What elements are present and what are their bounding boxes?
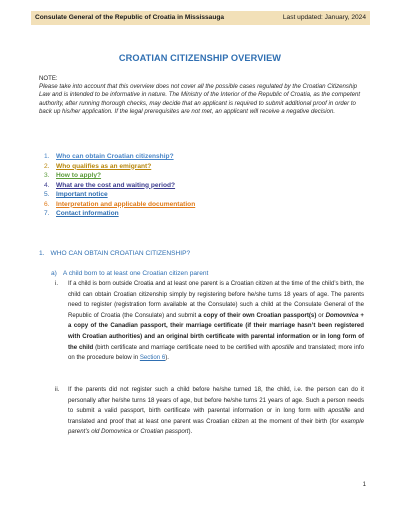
note-label: NOTE:: [39, 75, 58, 82]
note-block: [39, 75, 365, 116]
toc-item[interactable]: 7. Contact information: [44, 210, 119, 217]
toc-link[interactable]: How to apply?: [56, 172, 102, 179]
roman-numeral: i.: [55, 280, 59, 287]
note-body: Please take into account that this overview does not cover all the possible cases regulated by the Croatian Citizenship Law and is intended to be informative in nature. The Ministry of the Interior of the Republic of Croatia, as the competent authority, after running thorough checks, may decide that an applicant is required to submit additional proof in order to back up his/her application. If the legal prerequisites are not met, an applicant will receive a negative decision.: [39, 83, 361, 115]
toc-item[interactable]: 4. What are the cost and waiting period?: [44, 181, 176, 189]
subsection-title: A child born to at least one Croatian citizen parent: [62, 270, 209, 277]
section-number: 1.: [39, 250, 45, 257]
page-header: [31, 11, 370, 25]
toc-link[interactable]: Interpretation and applicable documentation: [56, 200, 196, 208]
toc-link[interactable]: Who qualifies as an emigrant?: [56, 162, 152, 170]
paragraph-text: If a child is born outside Croatia and at least one parent is a Croatian citizen at the time of the child’s birth, the child can obtain Croatian citizenship simply by registering before he/she turns 18 years of age. The parents need to register (registration form available at the Consulate) such a child at the Consulate General of the Republic of Croatia (the Consulate) and submit a copy of their own Croatian passport(s) or Domovnica + a copy of the Canadian passport, their marriage certificate (if their marriage hasn’t been registered with Croatian authorities) and an original birth certificate with parental information or in long form of the child (birth certificate and marriage certificate need to be certified with apostille and translated; more info on the procedure below in Section 6).: [68, 280, 364, 362]
roman-numeral: ii.: [55, 386, 60, 393]
subsection-letter: a): [51, 270, 57, 277]
table-of-contents: [44, 152, 344, 219]
toc-item[interactable]: 1. Who can obtain Croatian citizenship?: [44, 153, 174, 160]
toc-item[interactable]: 6. Interpretation and applicable documentation: [44, 200, 196, 208]
section-heading: [39, 250, 190, 257]
document-title: CROATIAN CITIZENSHIP OVERVIEW: [118, 53, 282, 63]
toc-item[interactable]: 3. How to apply?: [44, 172, 102, 179]
subsection-heading: [51, 270, 208, 277]
paragraph-ii: [55, 385, 364, 438]
paragraph-text: If the parents did not register such a child before he/she turned 18, the child, i.e. the person can do it personally after he/she turns 18 years of age, but before he/she turns 21 years of age. Such a person needs to submit a valid passport, birth certificate with parental information or in long form with apostille and translated and proof that at least one parent was Croatian citizen at the moment of their birth (for example parent’s old Domovnica or Croatian passport).: [68, 386, 364, 436]
last-updated: Last updated: January, 2024: [282, 14, 366, 21]
toc-link[interactable]: What are the cost and waiting period?: [56, 181, 176, 189]
toc-item[interactable]: 5. Important notice: [44, 191, 108, 198]
toc-link[interactable]: Contact information: [56, 210, 119, 217]
page-number: 1: [362, 481, 366, 488]
consulate-name: Consulate General of the Republic of Croatia in Mississauga: [35, 14, 225, 21]
toc-item[interactable]: 2. Who qualifies as an emigrant?: [44, 162, 152, 170]
toc-link[interactable]: Who can obtain Croatian citizenship?: [56, 153, 174, 160]
section-6-link[interactable]: Section 6: [139, 354, 166, 362]
paragraph-i: [55, 279, 364, 364]
section-title: WHO CAN OBTAIN CROATIAN CITIZENSHIP?: [50, 250, 191, 257]
toc-link[interactable]: Important notice: [56, 191, 108, 198]
